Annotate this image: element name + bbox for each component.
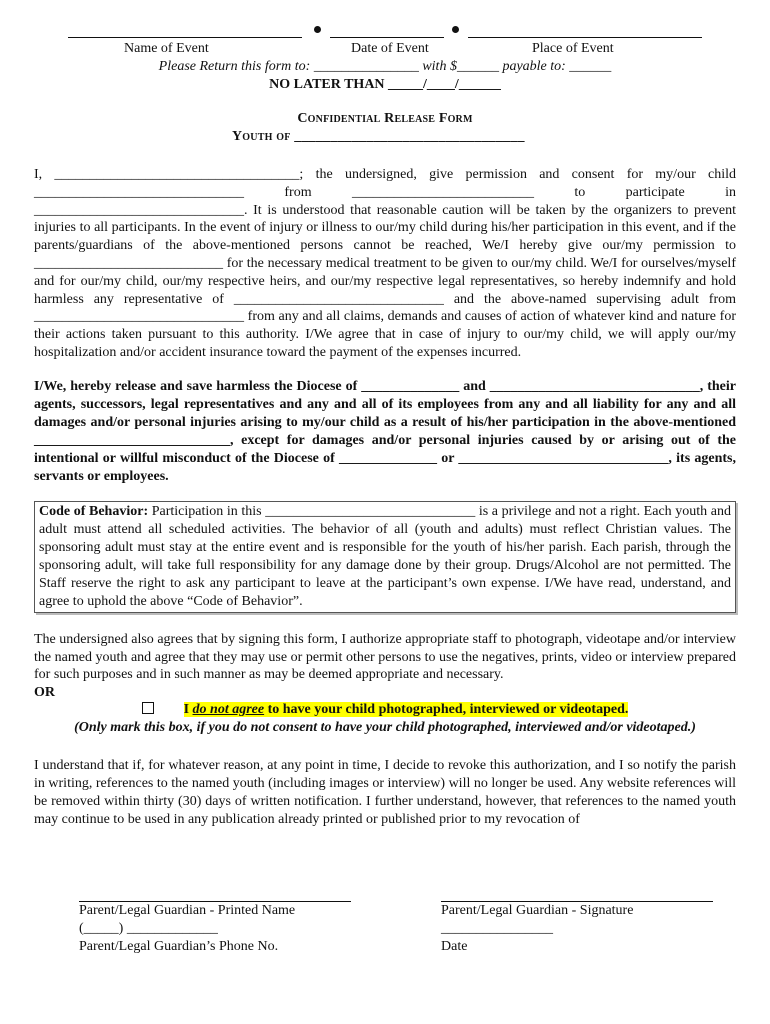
optout-note: (Only mark this box, if you do not consent to have your child photographed, interviewed and/or videotaped.) (74, 720, 696, 736)
phone-field[interactable]: (_____) _____________ (79, 921, 218, 936)
hold-harmless-paragraph: I/We, hereby release and save harmless the Diocese of ______________ and ______________________________, their agents, successors, legal representatives and any and all of its employees from any and all liability for any and all damages and/or personal injuries arising to my/our child as a result of his/her participation in the above-mentioned ____________________________, except for damages and/or personal injuries caused by or arising out of the intentional or willful misconduct of the Diocese of ______________ or ______________________________, its agents, servants or employees. (34, 378, 736, 484)
photo-optout-line (34, 701, 736, 719)
event-date-label: Date of Event (351, 41, 429, 56)
optout-suffix: to have your child photographed, interviewed or videotaped. (264, 702, 629, 718)
event-place-label: Place of Event (532, 41, 614, 56)
optout-emphasis: do not agree (192, 702, 265, 718)
guardian-right-column (441, 884, 713, 956)
event-name-blank (68, 37, 302, 38)
optout-prefix: I (183, 702, 193, 718)
revocation-paragraph: I understand that if, for whatever reason, at any point in time, I decide to revoke this authorization, and I so notify the parish in writing, references to the named youth (including images or interview) will no longer be used. Any website references will be removed within thirty (30) days of written notification. I further understand, however, that references to the named youth may continue to be used in any publication already printed or published prior to my revocation of (34, 758, 736, 827)
code-of-behavior-body: Participation in this ______________________________ is a privilege and not a right. Each youth and adult must attend all scheduled activities. The behavior of all (youth and adults) must reflect Christian values. The sponsoring adult must stay at the entire event and is responsible for the youth of his/her parish. Each parish, through the sponsoring adult, will take full responsibility for any damage done by their group. Drugs/Alcohol are not permitted. The Staff reserve the right to ask any participant to leave at the participant’s own expense. I/We have read, understand, and agree to uphold the above “Code of Behavior”. (39, 503, 731, 609)
code-of-behavior-label: Code of Behavior: (39, 503, 149, 519)
signature-section (34, 884, 736, 974)
optout-checkbox[interactable] (142, 702, 154, 714)
printed-name-field[interactable] (79, 884, 351, 902)
signature-label: Parent/Legal Guardian - Signature (441, 903, 634, 918)
return-instructions: Please Return this form to: _______________ with $______ payable to: ______ (158, 59, 612, 74)
or-label: OR (34, 685, 55, 701)
release-form-page (34, 22, 736, 828)
form-title: Confidential Release Form (297, 111, 473, 126)
date-field[interactable]: ________________ (441, 921, 553, 936)
event-date-blank (330, 37, 444, 38)
deadline-line: NO LATER THAN _____/____/______ (269, 77, 501, 92)
event-place-blank (468, 37, 702, 38)
signature-field[interactable] (441, 884, 713, 902)
optout-highlight (184, 702, 629, 717)
release-paragraph: I, ___________________________________; the undersigned, give permission and consent for my/our child ______________________________ from __________________________ to participate in ______________________________. It is understood that reasonable caution will be taken by the organizers to prevent injuries to all participants. In the event of injury or illness to our/my child during his/her participation in this event, and if the parents/guardians of the above-mentioned persons cannot be reached, We/I hereby give our/my permission to ___________________________ for the necessary medical treatment to be given to our/my child. We/I for ourselves/myself and for our/my child, our/my respective heirs, and our/my respective legal representatives, so hereby indemnify and hold harmless any representative of ______________________________ and the above-named supervising adult from ______________________________ from any and all claims, demands and causes of action of whatever kind and nature for their actions taken pursuant to this authority. I/We agree that in case of injury to our/my child, we will apply our/my hospitalization and/or accident insurance toward the payment of the expenses incurred. (34, 167, 736, 360)
date-label: Date (441, 939, 468, 954)
event-header-lines (34, 22, 736, 40)
code-of-behavior-text (39, 503, 731, 611)
bullet-dot-icon (314, 26, 321, 33)
bullet-dot-icon (452, 26, 459, 33)
phone-label: Parent/Legal Guardian’s Phone No. (79, 939, 279, 954)
printed-name-label: Parent/Legal Guardian - Printed Name (79, 903, 296, 918)
youth-of-line: Youth of ________________________________ (232, 129, 525, 144)
code-of-behavior-box (34, 501, 736, 613)
event-name-label: Name of Event (124, 41, 209, 56)
form-title-block (34, 110, 736, 128)
photo-consent-paragraph: The undersigned also agrees that by signing this form, I authorize appropriate staff to photograph, videotape and/or interview the named youth and agree that they may use or permit other persons to use the negatives, prints, video or interview prepared for such purposes and in such manner as may be deemed appropriate and necessary. (34, 631, 736, 683)
guardian-left-column (79, 884, 351, 956)
event-header-labels (34, 40, 736, 58)
